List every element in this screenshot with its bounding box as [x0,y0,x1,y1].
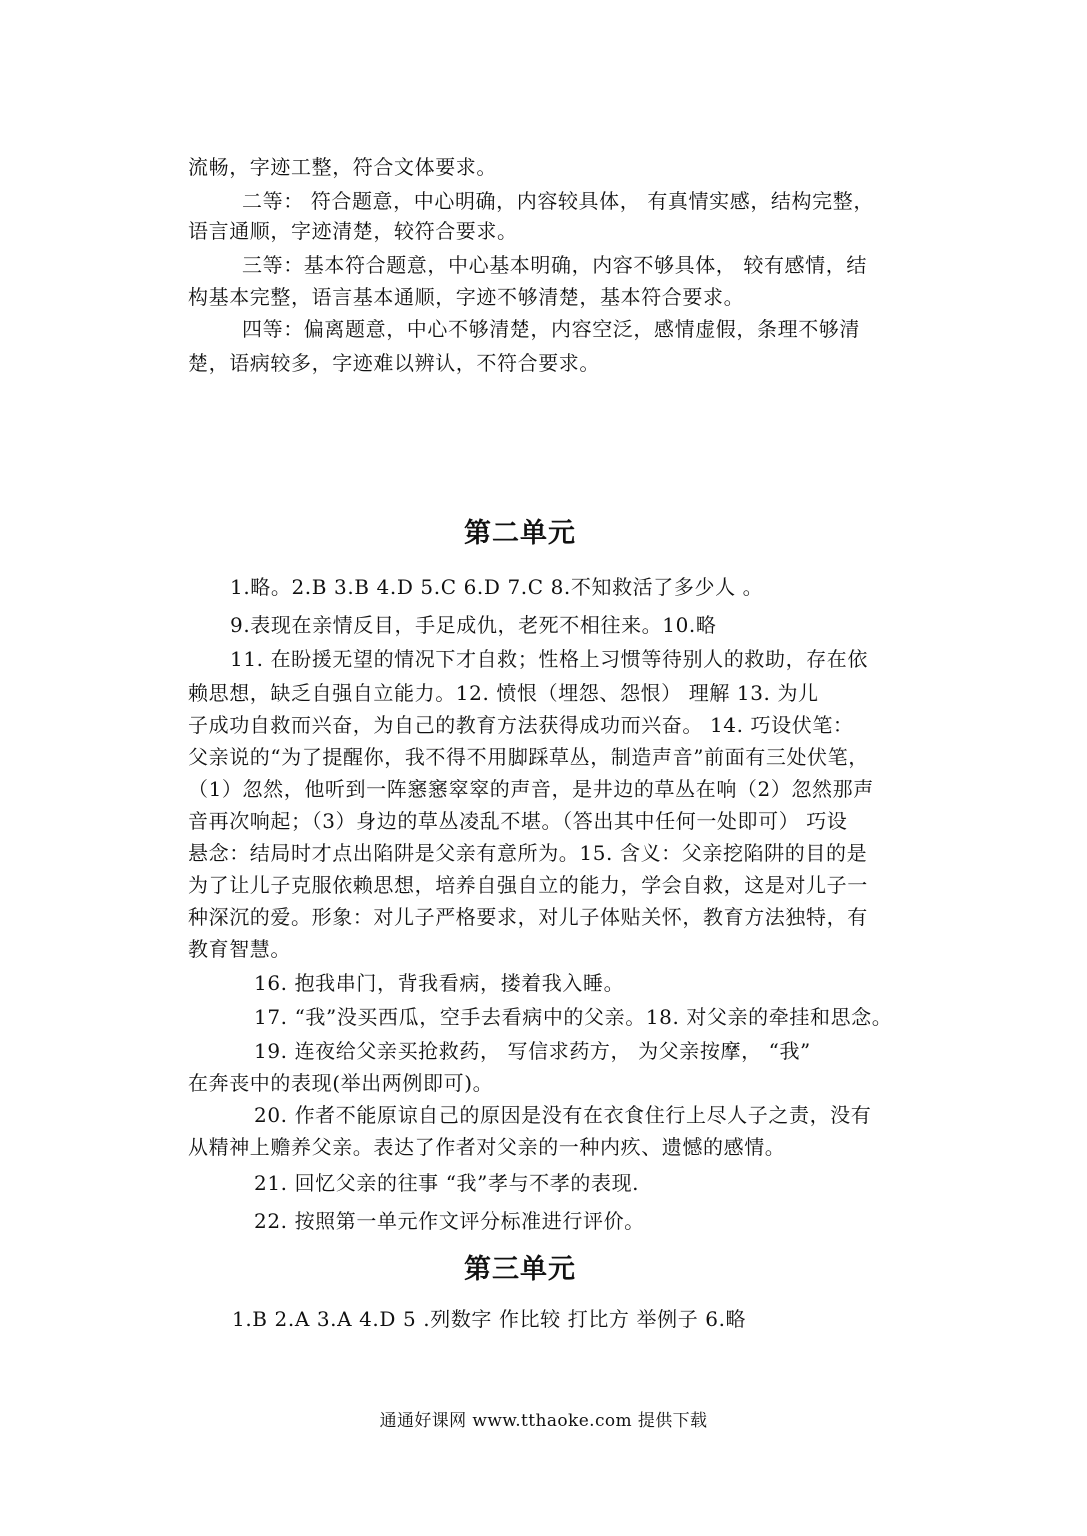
answer-line: 9.表现在亲情反目，手足成仇，老死不相往来。10.略 [230,613,717,637]
answer-line: 在奔丧中的表现(举出两例即可)。 [188,1071,494,1095]
answer-line: 为了让儿子克服依赖思想，培养自强自立的能力，学会自救，这是对儿子一 [188,873,868,897]
page-footer: 通通好课网 www.tthaoke.com 提供下载 [379,1411,708,1431]
answer-line: 从精神上赡养父亲。表达了作者对父亲的一种内疚、遗憾的感情。 [188,1135,786,1159]
answer-line: 17. “我”没买西瓜，空手去看病中的父亲。18. 对父亲的牵挂和思念。 [254,1005,893,1029]
answer-line: 21. 回忆父亲的往事 “我”孝与不孝的表现. [254,1171,640,1195]
answer-line: （1）忽然，他听到一阵窸窸窣窣的声音，是井边的草丛在响（2）忽然那声 [188,777,874,801]
unit-3-heading: 第三单元 [464,1254,576,1285]
answer-line: 19. 连夜给父亲买抢救药， 写信求药方， 为父亲按摩， “我” [254,1039,811,1063]
criteria-line: 楚，语病较多，字迹难以辨认，不符合要求。 [188,351,600,375]
answer-line: 1.略。2.B 3.B 4.D 5.C 6.D 7.C 8.不知救活了多少人 。 [230,575,764,599]
answer-line: 种深沉的爱。形象：对儿子严格要求，对儿子体贴关怀，教育方法独特，有 [188,905,868,929]
criteria-line: 语言通顺，字迹清楚，较符合要求。 [188,219,518,243]
answer-line: 赖思想，缺乏自强自立能力。12. 愤恨（埋怨、怨恨） 理解 13. 为儿 [188,681,819,705]
answer-line: 悬念：结局时才点出陷阱是父亲有意所为。15. 含义：父亲挖陷阱的目的是 [188,841,868,865]
criteria-line: 流畅，字迹工整，符合文体要求。 [188,155,497,179]
answer-line: 20. 作者不能原谅自己的原因是没有在衣食住行上尽人子之责，没有 [254,1103,872,1127]
answer-line: 11. 在盼援无望的情况下才自救；性格上习惯等待别人的救助，存在依 [230,647,868,671]
criteria-line: 四等：偏离题意，中心不够清楚，内容空泛，感情虚假，条理不够清 [242,317,860,341]
answer-line: 父亲说的“为了提醒你，我不得不用脚踩草丛，制造声音”前面有三处伏笔， [188,745,869,769]
answer-line: 16. 抱我串门，背我看病，搂着我入睡。 [254,971,625,995]
answer-line: 子成功自救而兴奋，为自己的教育方法获得成功而兴奋。 14. 巧设伏笔： [188,713,854,737]
unit-2-heading: 第二单元 [464,518,576,549]
answer-line: 1.B 2.A 3.A 4.D 5 .列数字 作比较 打比方 举例子 6.略 [232,1307,747,1331]
answer-line: 22. 按照第一单元作文评分标准进行评价。 [254,1209,645,1233]
criteria-line: 构基本完整，语言基本通顺，字迹不够清楚，基本符合要求。 [188,285,745,309]
criteria-line: 二等： 符合题意，中心明确，内容较具体， 有真情实感，结构完整， [242,189,874,213]
criteria-line: 三等：基本符合题意，中心基本明确，内容不够具体， 较有感情，结 [242,253,867,277]
answer-line: 音再次响起；（3）身边的草丛凌乱不堪。（答出其中任何一处即可） 巧设 [188,809,848,833]
answer-line: 教育智慧。 [188,937,291,961]
